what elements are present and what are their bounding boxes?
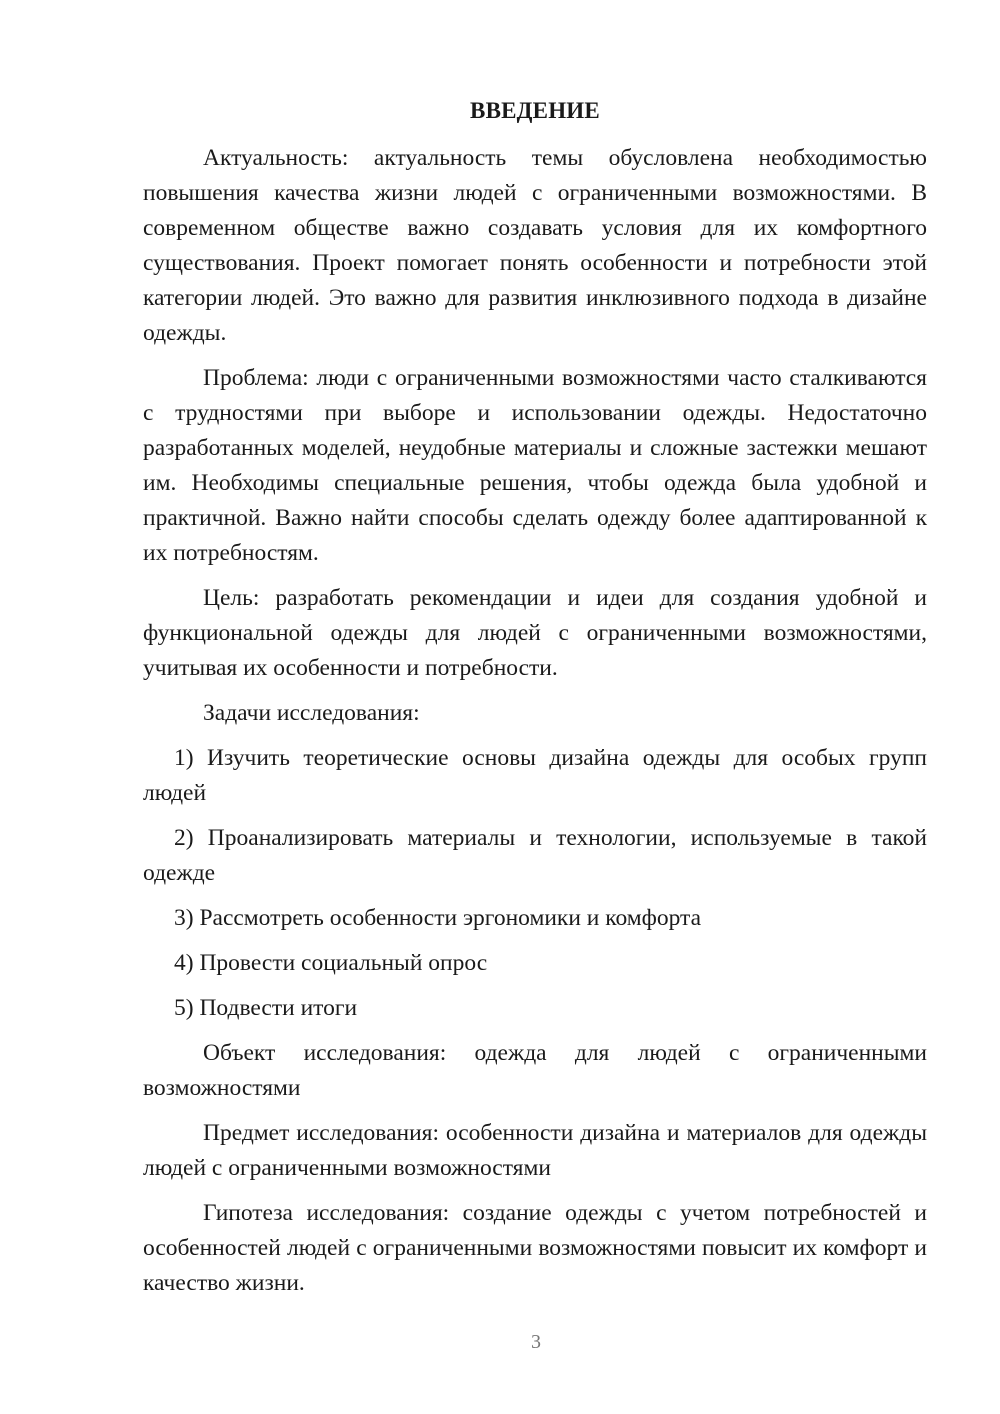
page-number: 3 [531, 1331, 541, 1353]
tasks-heading: Задачи исследования: [203, 700, 420, 726]
task-item: 4) Провести социальный опрос [174, 950, 488, 976]
subject-paragraph: Предмет исследования: особенности дизайна и материалов для одежды людей с ограниченными возможностями [143, 1120, 927, 1181]
page-content [143, 93, 927, 1311]
problem-paragraph: Проблема: люди с ограниченными возможностями часто сталкиваются с трудностями при выборе и использовании одежды. Недостаточно разработанных моделей, неудобные материалы и сложные застежки мешают им. Необходимы специальные решения, чтобы одежда была удобной и практичной. Важно найти способы сделать одежду более адаптированной к их потребностям. [143, 365, 927, 566]
section-title: ВВЕДЕНИЕ [470, 98, 600, 123]
hypothesis-paragraph: Гипотеза исследования: создание одежды с учетом потребностей и особенностей людей с ограниченными возможностями повысит их комфорт и качество жизни. [143, 1200, 927, 1296]
task-item: 5) Подвести итоги [174, 995, 358, 1021]
task-item: 2) Проанализировать материалы и технологии, используемые в такой одежде [143, 825, 927, 886]
task-item: 1) Изучить теоретические основы дизайна одежды для особых групп людей [143, 745, 927, 806]
object-paragraph: Объект исследования: одежда для людей с ограниченными возможностями [143, 1040, 927, 1101]
relevance-paragraph: Актуальность: актуальность темы обусловлена необходимостью повышения качества жизни людей с ограниченными возможностями. В современном обществе важно создавать условия для их комфортного существования. Проект помогает понять особенности и потребности этой категории людей. Это важно для развития инклюзивного подхода в дизайне одежды. [143, 145, 927, 346]
task-item: 3) Рассмотреть особенности эргономики и комфорта [174, 905, 702, 931]
goal-paragraph: Цель: разработать рекомендации и идеи для создания удобной и функциональной одежды для людей с ограниченными возможностями, учитывая их особенности и потребности. [143, 585, 927, 681]
